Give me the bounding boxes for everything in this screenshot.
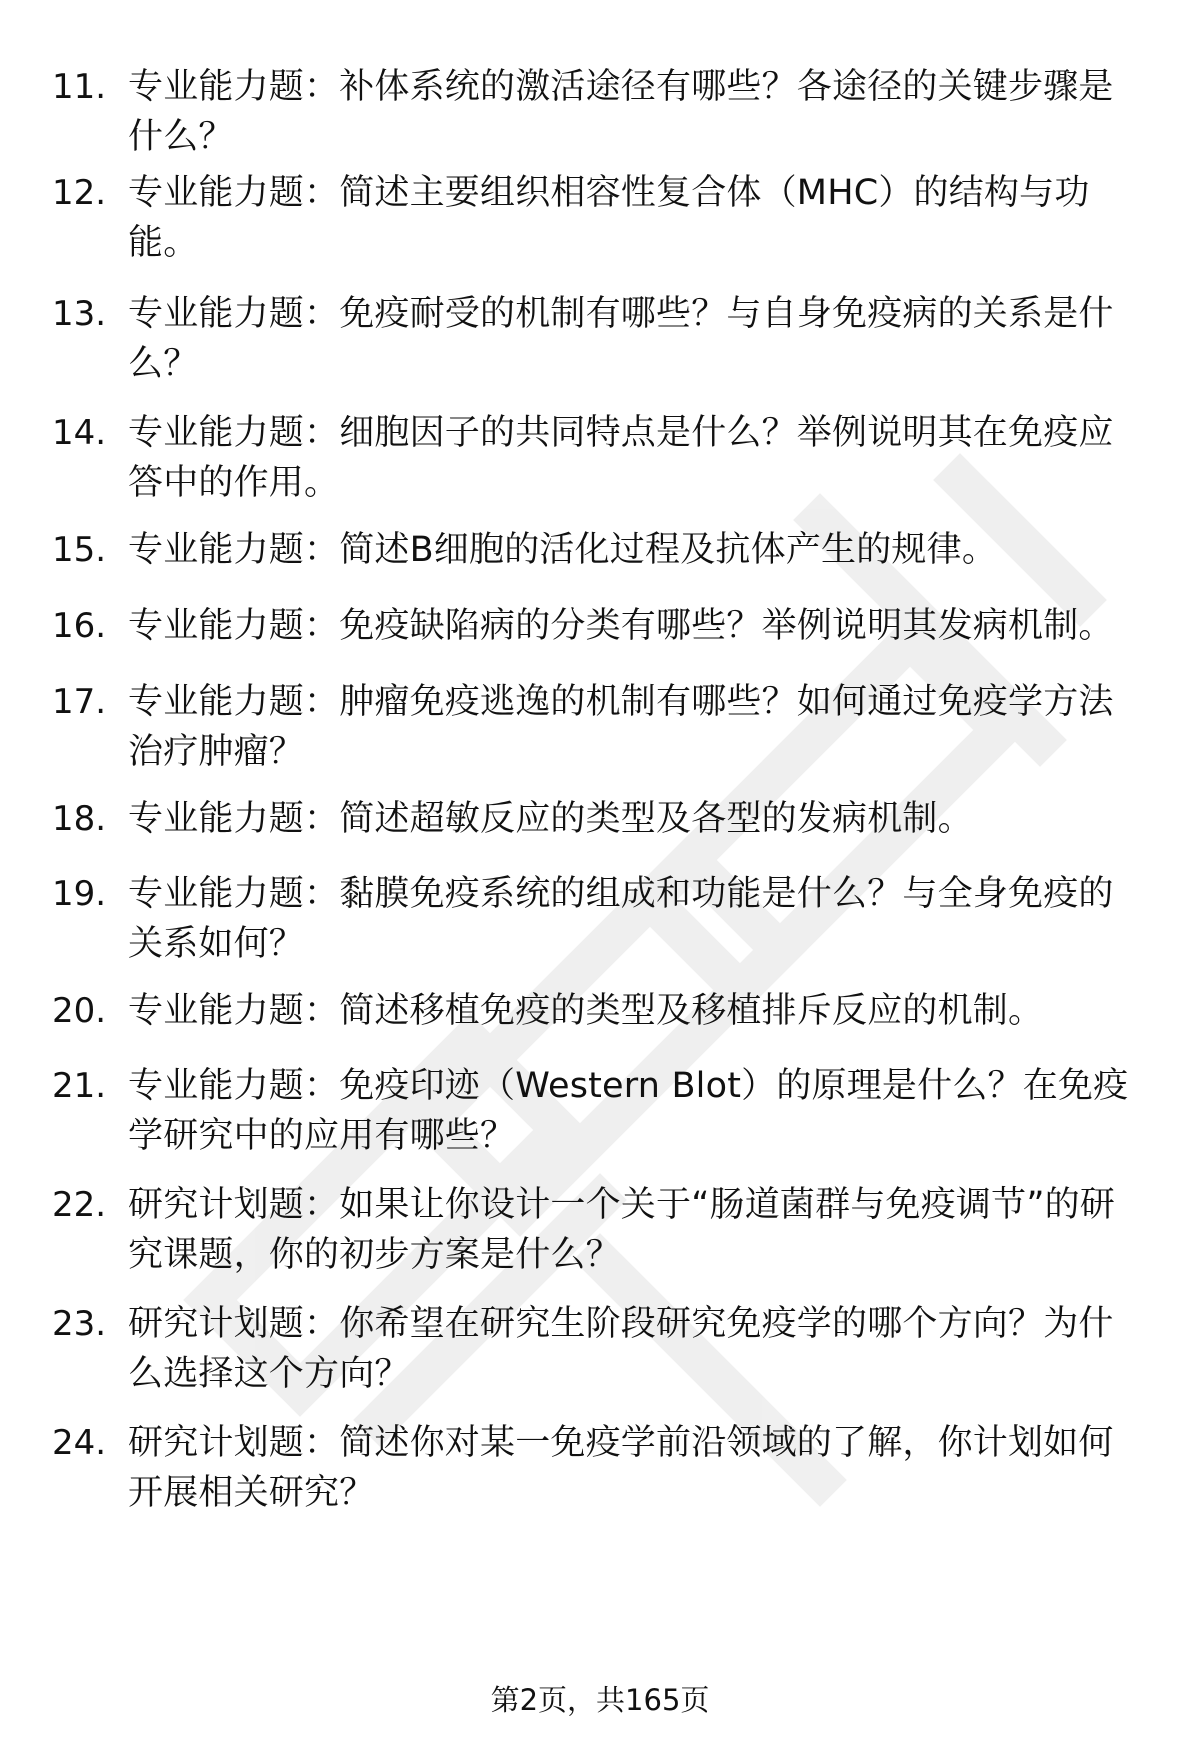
- question-number: 19.: [52, 874, 107, 914]
- question-text: 研究计划题：简述你对某一免疫学前沿领域的了解，你计划如何开展相关研究？: [128, 1423, 1114, 1513]
- question-number: 21.: [52, 1066, 107, 1106]
- question-text: 研究计划题：你希望在研究生阶段研究免疫学的哪个方向？为什么选择这个方向？: [128, 1304, 1114, 1394]
- question-text: 专业能力题：补体系统的激活途径有哪些？各途径的关键步骤是什么？: [128, 67, 1114, 157]
- question-number: 16.: [52, 606, 107, 646]
- question-text: 专业能力题：简述移植免疫的类型及移植排斥反应的机制。: [128, 991, 1044, 1031]
- question-text: 专业能力题：简述B细胞的活化过程及抗体产生的规律。: [128, 530, 998, 570]
- question-text: 研究计划题：如果让你设计一个关于“肠道菌群与免疫调节”的研究课题，你的初步方案是什么？: [128, 1185, 1116, 1275]
- question-number: 18.: [52, 799, 107, 839]
- question-number: 14.: [52, 413, 107, 453]
- question-text: 专业能力题：免疫印迹（Western Blot）的原理是什么？在免疫学研究中的应用有哪些？: [128, 1066, 1129, 1156]
- question-number: 12.: [52, 173, 107, 213]
- question-text: 专业能力题：免疫耐受的机制有哪些？与自身免疫病的关系是什么？: [128, 294, 1114, 384]
- question-text: 专业能力题：肿瘤免疫逃逸的机制有哪些？如何通过免疫学方法治疗肿瘤？: [128, 682, 1114, 772]
- question-number: 23.: [52, 1304, 107, 1344]
- question-text: 专业能力题：简述主要组织相容性复合体（MHC）的结构与功能。: [128, 173, 1090, 263]
- page-number-footer: 第2页，共165页: [490, 1683, 710, 1717]
- question-number: 11.: [52, 67, 107, 107]
- question-number: 24.: [52, 1423, 107, 1463]
- question-text: 专业能力题：免疫缺陷病的分类有哪些？举例说明其发病机制。: [128, 606, 1114, 646]
- question-number: 13.: [52, 294, 107, 334]
- question-number: 20.: [52, 991, 107, 1031]
- question-text: 专业能力题：简述超敏反应的类型及各型的发病机制。: [128, 799, 973, 839]
- question-number: 15.: [52, 530, 107, 570]
- question-number: 22.: [52, 1185, 107, 1225]
- question-text: 专业能力题：细胞因子的共同特点是什么？举例说明其在免疫应答中的作用。: [128, 413, 1114, 503]
- question-text: 专业能力题：黏膜免疫系统的组成和功能是什么？与全身免疫的关系如何？: [128, 874, 1114, 964]
- question-number: 17.: [52, 682, 107, 722]
